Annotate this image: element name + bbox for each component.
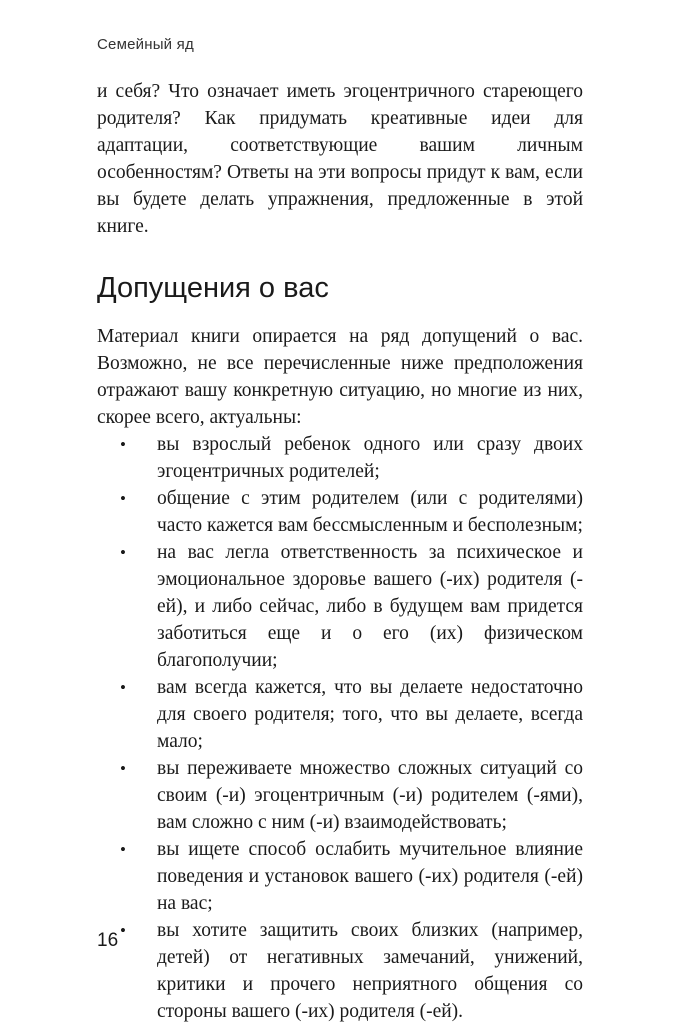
list-item-text: вы хотите защитить своих близких (например, детей) от негативных замечаний, унижений, критики и прочего неприятного общения со стороны вашего (-их) родителя (-ей). (157, 920, 583, 1022)
list-item-text: общение с этим родителем (или с родителями) часто кажется вам бессмысленным и бесполезным; (157, 488, 583, 536)
bullet-icon: • (120, 759, 126, 778)
page-body (97, 78, 583, 1025)
assumptions-list (97, 431, 583, 1025)
list-item (120, 674, 583, 755)
running-head-title: Семейный яд (97, 36, 194, 53)
bullet-icon: • (120, 435, 126, 454)
section-heading: Допущения о вас (97, 272, 329, 304)
list-item-text: вы ищете способ ослабить мучительное влияние поведения и установок вашего (-их) родителя (-ей) на вас; (157, 839, 583, 914)
list-item-text: вы взрослый ребенок одного или сразу двоих эгоцентричных родителей; (157, 434, 583, 482)
bullet-icon: • (120, 921, 126, 940)
bullet-icon: • (120, 678, 126, 697)
list-item-text: вам всегда кажется, что вы делаете недостаточно для своего родителя; того, что вы делаете, всегда мало; (157, 677, 583, 752)
bullet-icon: • (120, 840, 126, 859)
bullet-icon: • (120, 543, 126, 562)
intro-paragraph: и себя? Что означает иметь эгоцентричного стареющего родителя? Как придумать креативные идеи для адаптации, соответствующие вашим личным особенностям? Ответы на эти вопросы придут к вам, если вы будете делать упражнения, предложенные в этой книге. (97, 81, 583, 237)
list-item (120, 917, 583, 1025)
list-item (120, 755, 583, 836)
list-item (120, 431, 583, 485)
list-item (120, 539, 583, 674)
list-item (120, 836, 583, 917)
page-number: 16 (97, 930, 119, 951)
list-item-text: вы переживаете множество сложных ситуаций со своим (-и) эгоцентричным (-и) родителем (-ями), вам сложно с ним (-и) взаимодействовать; (157, 758, 583, 833)
section-lead-paragraph: Материал книги опирается на ряд допущений о вас. Возможно, не все перечисленные ниже предположения отражают вашу конкретную ситуацию, но многие из них, скорее всего, актуальны: (97, 326, 583, 428)
bullet-icon: • (120, 489, 126, 508)
list-item (120, 485, 583, 539)
list-item-text: на вас легла ответственность за психическое и эмоциональное здоровье вашего (-их) родителя (-ей), и либо сейчас, либо в будущем вам придется заботиться еще и о его (их) физическом благополучии; (157, 542, 583, 671)
